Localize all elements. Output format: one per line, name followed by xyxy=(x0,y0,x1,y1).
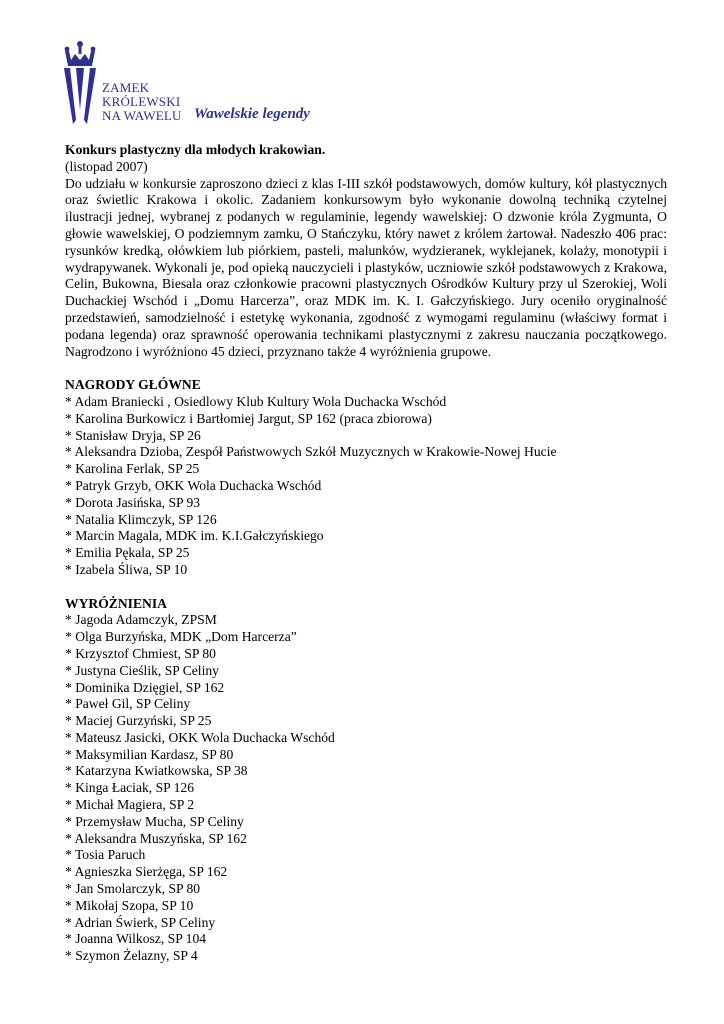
contest-date: (listopad 2007) xyxy=(65,158,148,174)
distinction-list-item: * Maciej Gurzyński, SP 25 xyxy=(65,713,212,729)
distinction-list-item: * Mikołaj Szopa, SP 10 xyxy=(65,897,194,913)
contest-heading: Konkurs plastyczny dla młodych krakowian. xyxy=(65,142,326,157)
crown-w-logo-icon xyxy=(62,40,98,126)
main-prize-list-item: * Izabela Śliwa, SP 10 xyxy=(65,561,188,577)
distinctions-list xyxy=(65,612,667,965)
main-prize-list-item: * Emilia Pękala, SP 25 xyxy=(65,545,190,561)
distinction-list-item: * Dominika Dzięgiel, SP 162 xyxy=(65,679,225,695)
distinction-list-item: * Olga Burzyńska, MDK „Dom Harcerza” xyxy=(65,629,297,645)
main-prize-list-item: * Patryk Grzyb, OKK Wola Duchacka Wschód xyxy=(65,477,322,493)
contest-description: Do udziału w konkursie zaproszono dzieci z klas I-III szkół podstawowych, domów kultury, kół plastycznych oraz świetlic Krakowa i okolic. Zadaniem konkursowym było wykonanie dowolną techniką czytelnej ilustracji jednej, wybranej z podanych w regulaminie, legendy wawelskiej: O dzwonie króla Zygmunta, O głowie wawelskiej, O podziemnym zamku, O Stańczyku, który nawet z królem żartował. Nadeszło 406 prac: rysunków kredką, ołówkiem lub piórkiem, pasteli, malunków, wydzieranek, wyklejanek, kolaży, monotypii i wydrapywanek. Wykonali je, pod opieką nauczycieli i plastyków, uczniowie szkół podstawowych z Krakowa, Celin, Bukowna, Biesala oraz członkowie pracowni plastycznych Ośrodków Kultury przy ul Szerokiej, Woli Duchackiej Wschód i „Domu Harcerza”, oraz MDK im. K. I. Gałczyńskiego. Jury oceniło oryginalność przedstawień, samodzielność i estetykę wykonania, zgodność z wymogami regulaminu (właściwy format i podana legenda) oraz sprawność operowania technikami plastycznymi z zakresu nauczania początkowego. Nagrodzono i wyróżniono 45 dzieci, przyznano także 4 wyróżnienia grupowe. xyxy=(65,175,667,359)
distinction-list-item: * Jagoda Adamczyk, ZPSM xyxy=(65,612,217,628)
distinction-list-item: * Szymon Żelazny, SP 4 xyxy=(65,948,198,964)
distinction-list-item: * Kinga Łaciak, SP 126 xyxy=(65,780,194,796)
distinction-list-item: * Joanna Wilkosz, SP 104 xyxy=(65,931,207,947)
main-prize-list-item: * Natalia Klimczyk, SP 126 xyxy=(65,511,217,527)
distinction-list-item: * Paweł Gil, SP Celiny xyxy=(65,696,191,712)
logo-line-2: KRÓLEWSKI xyxy=(102,94,181,109)
distinction-list-item: * Justyna Cieślik, SP Celiny xyxy=(65,662,219,678)
main-prize-list-item: * Stanisław Dryja, SP 26 xyxy=(65,427,201,443)
logo-line-3: NA WAWELU xyxy=(102,108,182,123)
distinctions-heading: WYRÓŻNIENIA xyxy=(65,595,167,611)
main-prizes-heading: NAGRODY GŁÓWNE xyxy=(65,377,201,393)
document-title: Wawelskie legendy xyxy=(194,106,310,122)
distinction-list-item: * Adrian Świerk, SP Celiny xyxy=(65,914,216,930)
wawel-castle-logo xyxy=(62,40,202,130)
main-prize-list-item: * Marcin Magala, MDK im. K.I.Gałczyńskiego xyxy=(65,528,324,544)
distinction-list-item: * Aleksandra Muszyńska, SP 162 xyxy=(65,830,247,846)
distinction-list-item: * Tosia Paruch xyxy=(65,847,146,863)
main-prize-list-item: * Adam Braniecki , Osiedlowy Klub Kultury Wola Duchacka Wschód xyxy=(65,393,447,409)
document-body xyxy=(65,142,667,965)
logo-text xyxy=(102,81,182,123)
distinction-list-item: * Przemysław Mucha, SP Celiny xyxy=(65,813,244,829)
distinction-list-item: * Michał Magiera, SP 2 xyxy=(65,797,194,813)
distinction-list-item: * Maksymilian Kardasz, SP 80 xyxy=(65,746,234,762)
main-prize-list-item: * Aleksandra Dzioba, Zespół Państwowych Szkół Muzycznych w Krakowie-Nowej Hucie xyxy=(65,444,557,460)
distinction-list-item: * Agnieszka Sierżęga, SP 162 xyxy=(65,864,228,880)
main-prize-list-item: * Dorota Jasińska, SP 93 xyxy=(65,494,201,510)
main-prizes-list xyxy=(65,394,667,579)
distinction-list-item: * Jan Smolarczyk, SP 80 xyxy=(65,881,201,897)
distinction-list-item: * Krzysztof Chmiest, SP 80 xyxy=(65,645,216,661)
distinction-list-item: * Katarzyna Kwiatkowska, SP 38 xyxy=(65,763,248,779)
distinction-list-item: * Mateusz Jasicki, OKK Wola Duchacka Wschód xyxy=(65,729,335,745)
main-prize-list-item: * Karolina Ferlak, SP 25 xyxy=(65,461,200,477)
main-prize-list-item: * Karolina Burkowicz i Bartłomiej Jargut, SP 162 (praca zbiorowa) xyxy=(65,410,432,426)
logo-line-1: ZAMEK xyxy=(102,80,150,95)
